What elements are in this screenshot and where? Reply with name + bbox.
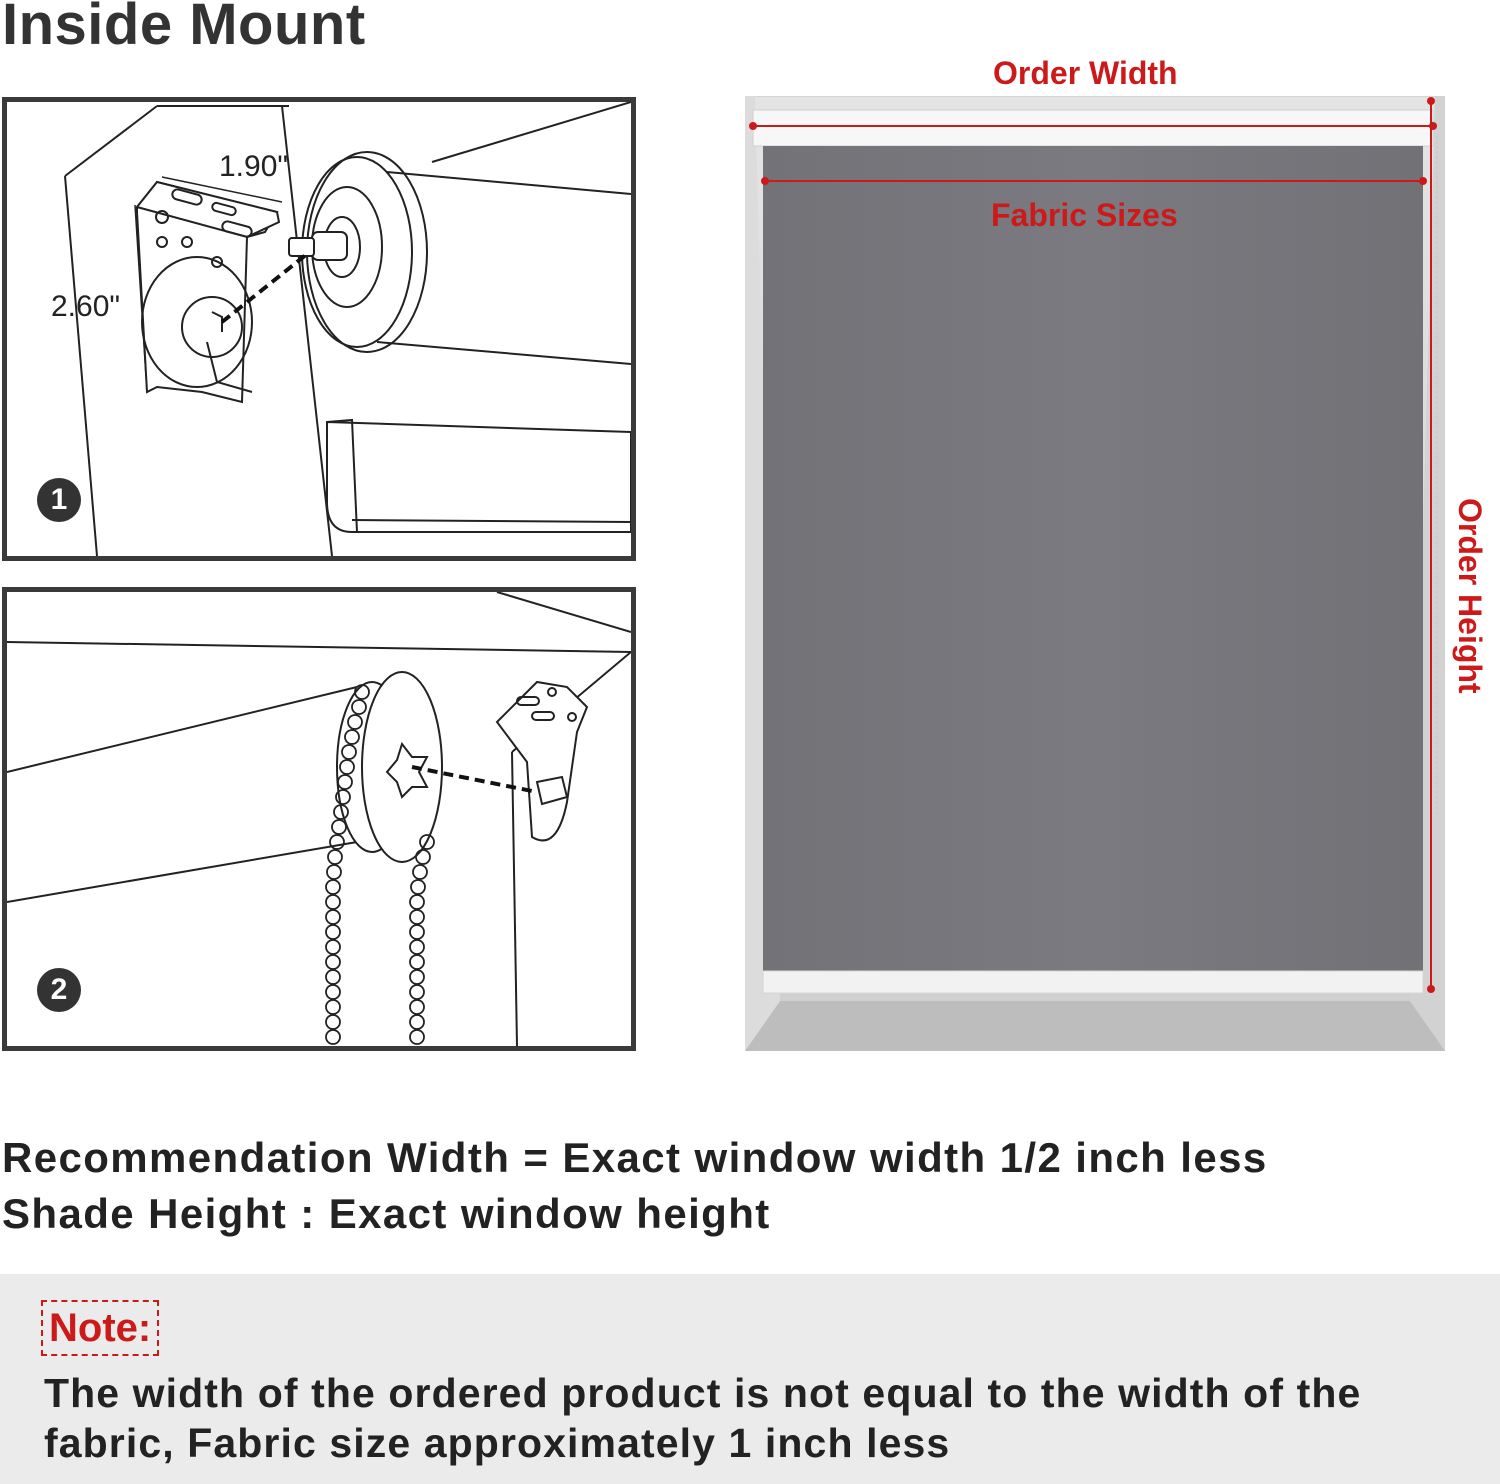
order-width-label: Order Width — [993, 55, 1178, 91]
note-box — [0, 1274, 1500, 1484]
step-1-badge: 1 — [37, 478, 81, 522]
page-title: Inside Mount — [2, 0, 366, 57]
note-label: Note: — [41, 1300, 159, 1356]
step-2-badge: 2 — [37, 968, 81, 1012]
order-height-label: Order Height — [1452, 498, 1488, 694]
fabric-sizes-label: Fabric Sizes — [991, 197, 1178, 233]
roller-cassette — [753, 110, 1433, 146]
step-1-illustration — [7, 102, 631, 556]
width-dimension-label: 1.90" — [219, 150, 289, 183]
note-text: The width of the ordered product is not equal to the width of the fabric, Fabric size approximately 1 inch less — [44, 1370, 1362, 1466]
roller-shade-illustration — [745, 96, 1445, 1051]
wall-edge — [65, 106, 157, 176]
step-2-illustration — [7, 592, 631, 1046]
recommendation-height: Shade Height : Exact window height — [2, 1190, 771, 1237]
shade-fabric — [763, 146, 1423, 971]
roller-shade-diagram — [745, 96, 1445, 1051]
bottom-rail — [763, 971, 1423, 993]
recommendation-width: Recommendation Width = Exact window width 1/2 inch less — [2, 1134, 1268, 1181]
step-2-panel — [2, 587, 636, 1051]
step-1-panel — [2, 97, 636, 561]
height-dimension-label: 2.60" — [51, 290, 121, 323]
